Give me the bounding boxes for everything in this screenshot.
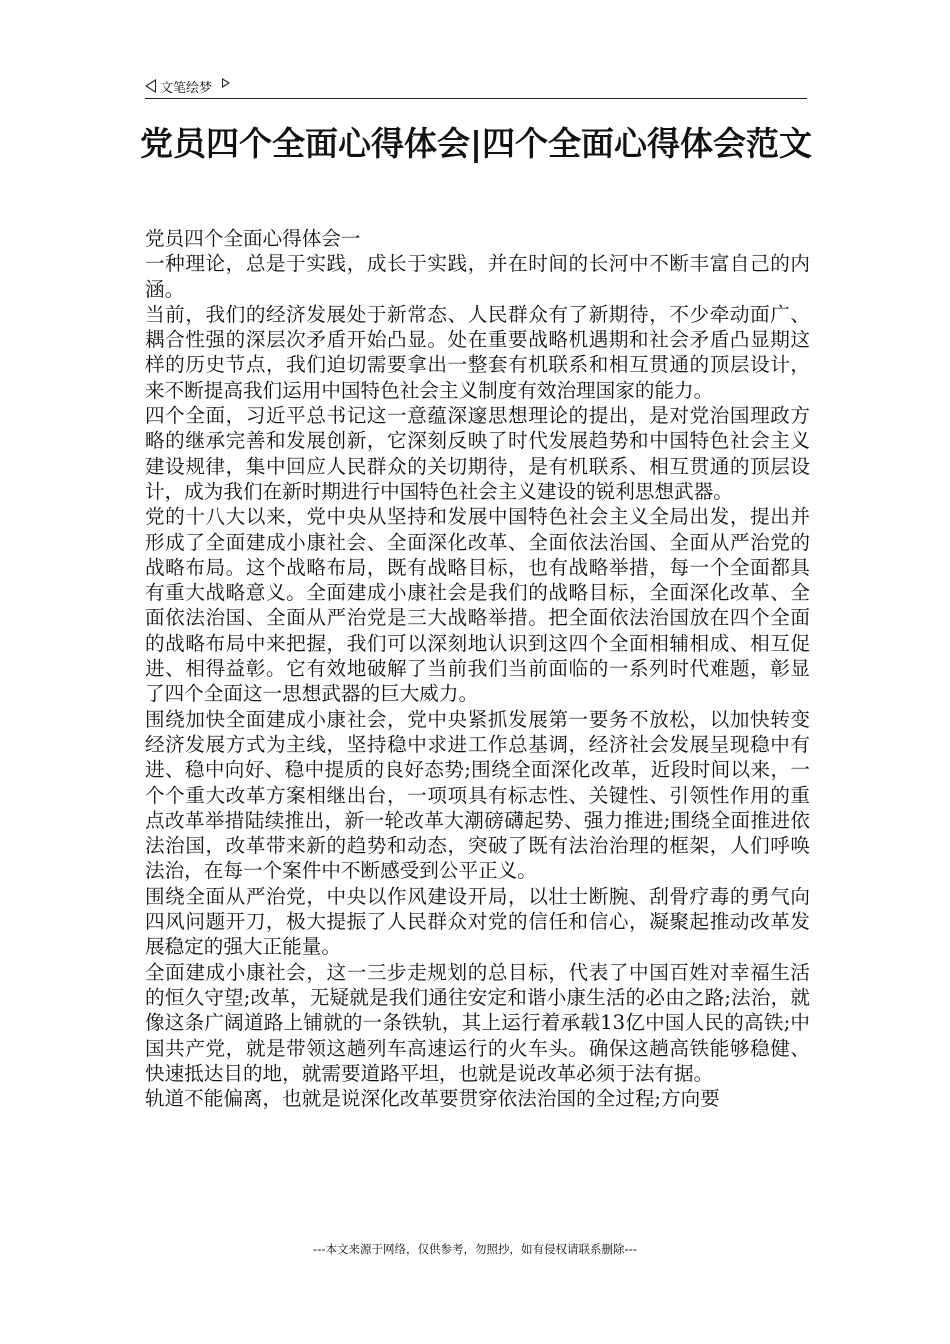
document-body: [145, 226, 810, 1111]
header-brand: 文笔绘梦: [160, 80, 213, 96]
paragraph: 党的十八大以来，党中央从坚持和发展中国特色社会主义全局出发，提出并形成了全面建成小康社会、全面深化改革、全面依法治国、全面从严治党的战略布局。这个战略布局，既有战略目标，也有战略举措，每一个全面都具有重大战略意义。全面建成小康社会是我们的战略目标，全面深化改革、全面依法治国、全面从严治党是三大战略举措。把全面依法治国放在四个全面的战略布局中来把握，我们可以深刻地认识到这四个全面相辅相成、相互促进、相得益彰。它有效地破解了当前我们当前面临的一系列时代难题，彰显了四个全面这一思想武器的巨大威力。: [145, 505, 810, 706]
paragraph: 全面建成小康社会，这一三步走规划的总目标，代表了中国百姓对幸福生活的恒久守望;改革，无疑就是我们通往安定和谐小康生活的必由之路;法治，就像这条广阔道路上铺就的一条铁轨，其上运行着承载13亿中国人民的高铁;中国共产党，就是带领这趟列车高速运行的火车头。确保这趟高铁能够稳健、快速抵达目的地，就需要道路平坦，也就是说改革必须于法有据。: [145, 960, 810, 1085]
paragraph: 四个全面，习近平总书记这一意蕴深邃思想理论的提出，是对党治国理政方略的继承完善和发展创新，它深刻反映了时代发展趋势和中国特色社会主义建设规律，集中回应人民群众的关切期待，是有机联系、相互贯通的顶层设计，成为我们在新时期进行中国特色社会主义建设的锐利思想武器。: [145, 404, 810, 503]
document-title: 党员四个全面心得体会|四个全面心得体会范文: [139, 124, 813, 163]
paragraph: 党员四个全面心得体会一: [145, 227, 361, 250]
triangle-left-icon: [145, 79, 156, 93]
triangle-right-icon: [222, 78, 230, 88]
page-header: [145, 74, 807, 99]
paragraph: 轨道不能偏离，也就是说深化改革要贯穿依法治国的全过程;方向要: [145, 1087, 720, 1111]
paragraph: 一种理论，总是于实践，成长于实践，并在时间的长河中不断丰富自己的内涵。: [145, 252, 810, 301]
paragraph: 当前，我们的经济发展处于新常态、人民群众有了新期待，不少牵动面广、耦合性强的深层次矛盾开始凸显。处在重要战略机遇期和社会矛盾凸显期这样的历史节点，我们迫切需要拿出一整套有机联系和相互贯通的顶层设计，来不断提高我们运用中国特色社会主义制度有效治理国家的能力。: [145, 302, 810, 402]
paragraph: 围绕全面从严治党，中央以作风建设开局，以壮士断腕、刮骨疗毒的勇气向四风问题开刀，极大提振了人民群众对党的信任和信心，凝聚起推动改革发展稳定的强大正能量。: [145, 884, 810, 959]
page-footer-notice: ---本文来源于网络，仅供参考，勿照抄，如有侵权请联系删除---: [313, 1242, 637, 1256]
paragraph: 围绕加快全面建成小康社会，党中央紧抓发展第一要务不放松，以加快转变经济发展方式为主线，坚持稳中求进工作总基调，经济社会发展呈现稳中有进、稳中向好、稳中提质的良好态势;围绕全面深化改革，近段时间以来，一个个重大改革方案相继出台，一项项具有标志性、关键性、引领性作用的重点改革举措陆续推出，新一轮改革大潮磅礴起势、强力推进;围绕全面推进依法治国，改革带来新的趋势和动态，突破了既有法治治理的框架，人们呼唤法治，在每一个案件中不断感受到公平正义。: [145, 707, 810, 883]
